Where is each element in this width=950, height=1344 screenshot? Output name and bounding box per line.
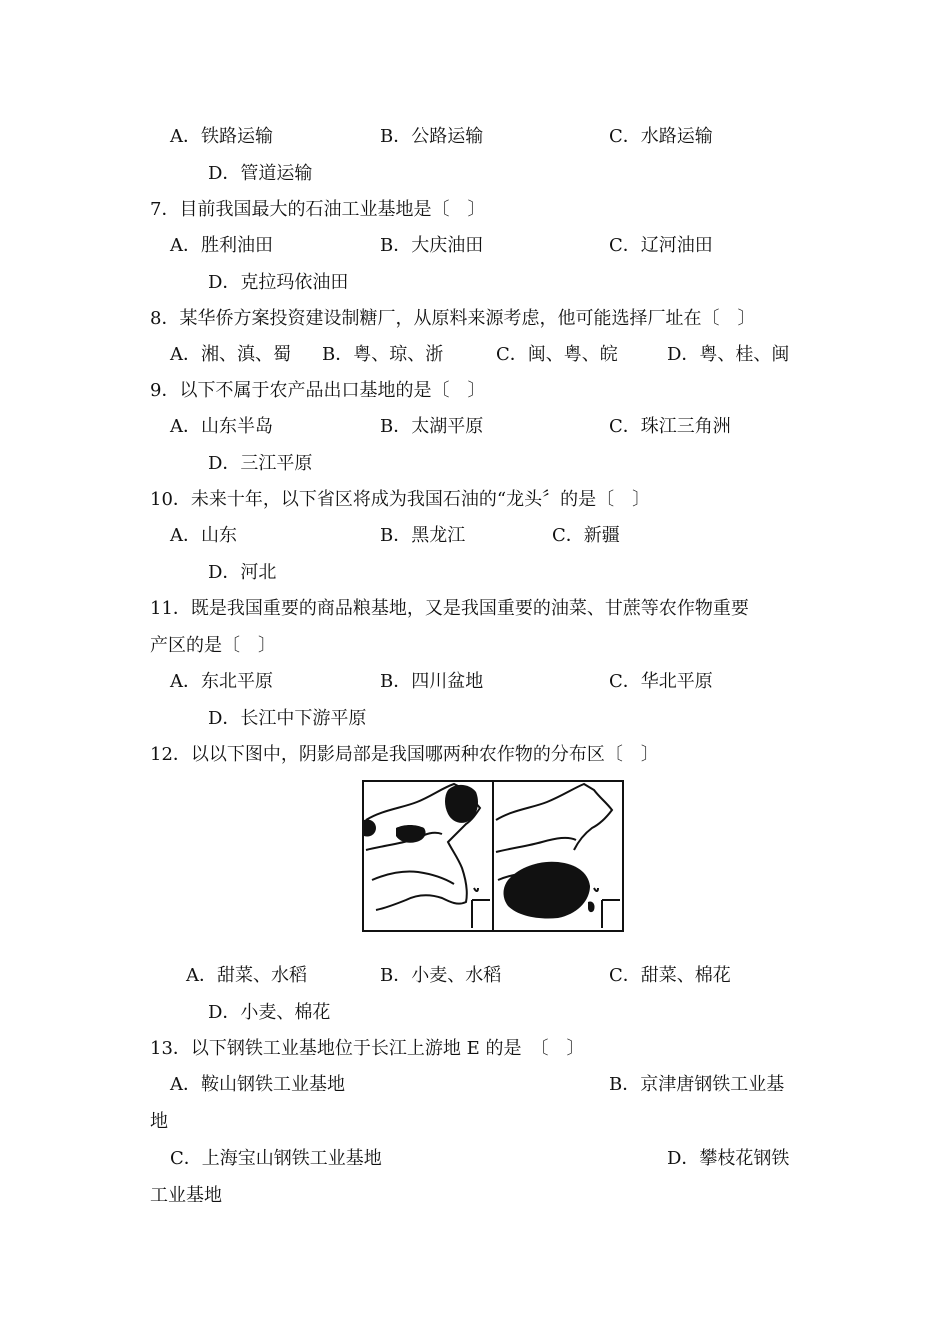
q7-option-d: D．克拉玛依油田 xyxy=(208,272,349,293)
q9-option-d: D．三江平原 xyxy=(208,453,313,474)
q8-option-a: A．湘、滇、蜀 xyxy=(170,344,291,365)
q10-option-d: D．河北 xyxy=(208,562,277,583)
q6-option-c: C．水路运输 xyxy=(609,126,713,147)
q10-stem: 10．未来十年，以下省区将成为我国石油的“龙头〞的是〔 〕 xyxy=(150,489,651,510)
q13-option-b-line1: B．京津唐钢铁工业基 xyxy=(609,1074,785,1095)
q11-stem-line2: 产区的是〔 〕 xyxy=(150,635,276,656)
q12-stem: 12．以以下图中，阴影局部是我国哪两种农作物的分布区〔 〕 xyxy=(150,744,659,765)
q12-option-b: B．小麦、水稻 xyxy=(380,965,502,986)
q13-option-d-line2: 工业基地 xyxy=(150,1185,222,1206)
q13-option-c: C．上海宝山钢铁工业基地 xyxy=(170,1148,382,1169)
q6-option-b: B．公路运输 xyxy=(380,126,484,147)
q10-option-a: A．山东 xyxy=(170,525,237,546)
q11-stem-line1: 11．既是我国重要的商品粮基地，又是我国重要的油菜、甘蔗等农作物重要 xyxy=(150,598,749,619)
q8-option-b: B．粤、琼、浙 xyxy=(322,344,444,365)
q7-stem: 7．目前我国最大的石油工业基地是〔 〕 xyxy=(150,199,486,220)
q13-option-b-line2: 地 xyxy=(150,1111,168,1132)
q9-option-a: A．山东半岛 xyxy=(170,416,273,437)
q9-option-b: B．太湖平原 xyxy=(380,416,484,437)
q7-option-c: C．辽河油田 xyxy=(609,235,713,256)
q13-stem: 13．以下钢铁工业基地位于长江上游地 E 的是 〔 〕 xyxy=(150,1038,585,1059)
q8-stem: 8．某华侨方案投资建设制糖厂，从原料来源考虑，他可能选择厂址在〔 〕 xyxy=(150,308,756,329)
q11-option-d: D．长江中下游平原 xyxy=(208,708,367,729)
q7-option-a: A．胜利油田 xyxy=(170,235,273,256)
q10-option-b: B．黑龙江 xyxy=(380,525,466,546)
q9-stem: 9．以下不属于农产品出口基地的是〔 〕 xyxy=(150,380,486,401)
q11-option-a: A．东北平原 xyxy=(170,671,273,692)
q6-option-a: A．铁路运输 xyxy=(170,126,273,147)
crop-distribution-maps xyxy=(362,780,624,932)
q13-option-d-line1: D．攀枝花钢铁 xyxy=(667,1148,790,1169)
q11-option-b: B．四川盆地 xyxy=(380,671,484,692)
q12-option-a: A．甜菜、水稻 xyxy=(186,965,307,986)
q6-option-d: D．管道运输 xyxy=(208,163,313,184)
q8-option-c: C．闽、粤、皖 xyxy=(496,344,618,365)
q8-option-d: D．粤、桂、闽 xyxy=(667,344,790,365)
q13-option-a: A．鞍山钢铁工业基地 xyxy=(170,1074,345,1095)
q10-option-c: C．新疆 xyxy=(552,525,620,546)
q12-option-d: D．小麦、棉花 xyxy=(208,1002,331,1023)
q11-option-c: C．华北平原 xyxy=(609,671,713,692)
q12-option-c: C．甜菜、棉花 xyxy=(609,965,731,986)
q9-option-c: C．珠江三角洲 xyxy=(609,416,731,437)
q7-option-b: B．大庆油田 xyxy=(380,235,484,256)
